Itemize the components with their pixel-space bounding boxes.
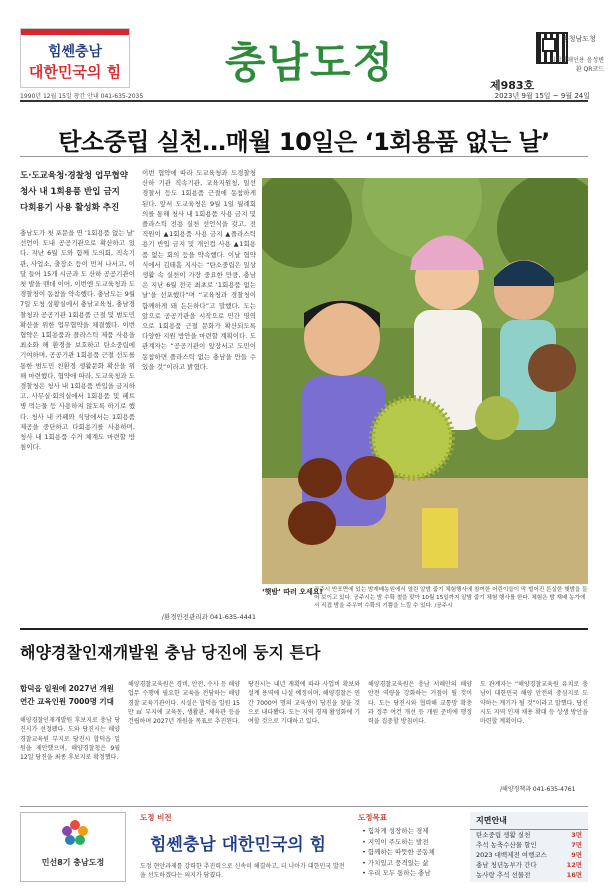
photo-caption-title: ‘햇밤’ 따러 오세요! [262, 588, 323, 596]
goal-item: • 지역이 주도하는 발전 [362, 837, 429, 846]
lead-subhead: 다회용기 사용 활성화 추진 [20, 203, 120, 213]
index-item[interactable]: 추석 농축수산물 할인 7면 [476, 841, 582, 849]
slogan-logo [20, 28, 130, 88]
goal-item: • 함께하는 따뜻한 공동체 [362, 848, 435, 856]
story2-subhead: 연간 교육인원 7000명 기대 [20, 697, 114, 706]
lead-body-col1: 충남도가 첫 포문을 연 ‘1회용품 없는 날’ 선언이 도내 공공기관으로 확산하고 있다. 지난 6월 도와 함께 도의회, 직속기관, 사업소, 출장소 등이 먼저 나서고, 이달 들어 15개 시군과 도 산하 공공기관이 첫 발을 뗀데 이어, 이번엔 도교육청과 도경찰청이 동참을 약속했다. 충남도는 9월 7일 도청 상황실에서 충남교육청, 충남경찰청과 공공기관 1회용품 근절 및 범도민 확산을 위한 업무협약을 체결했다. 이번 협약은 1회용품과 플라스틱 제품 사용을 최소화 해 환경을 보호하고 탄소중립에 기여하며, 공공기관 1회용품 근절 선도를 통한 범도민 친환경 생활문화 확산을 위해 마련했다. 협약에 따라, 도교육청과 도경찰청은 청사 내 1회용품 반입을 금지하고, 사무실·회의실에서 1회용품 및 페트병 먹는물 등 사용하지 않도록 하기로 했다. 청사 내 카페와 식당에서는 1회용품 제공을 중단하고 다회용기를 사용하며, 청사 내 1회용품 수거 체계도 마련할 방침이다. [20, 229, 135, 452]
lead-subheads [20, 168, 135, 216]
flower-logo-icon [61, 819, 89, 847]
founded-info: 1990년 12월 15일 창간 안내 041-635-2035 [20, 93, 144, 100]
vision-label: 도정 비전 [140, 813, 172, 822]
issue-date: 2023년 9월 15일 ~ 9월 24일 [494, 92, 590, 100]
story2-body-col1: 해양경찰인재개발원 후보지로 충남 당진시가 선정됐다. 도와 당진시는 해양경찰교육원 부지로 당진시 합덕읍 일원을 제안했으며, 해양경찰청은 9월 12일 당진을 최종 후보지로 확정했다. [20, 717, 120, 762]
lead-body-col2: 이번 협약에 따라 도교육청과 도경찰청 산하 기관 직속기관, 교육지원청, 일선 경찰서 등도 1회용품 근절에 동참하게 된다. 앞서 도교육청은 9월 1일 월례회의를 통해 청사 내 1회용품 사용 금지 및 플라스틱 전용 실천 선언식을 갖고, 전 직원이 ▲1회용품 사용 금지 ▲플라스틱 용기 반입 금지 및 개인컵 사용 ▲1회용품 없는 회의 등을 약속했다. 이날 협약식에서 김태흠 지사는 “탄소중립은 일상생활 속 실천이 가장 중요한 만큼, 충남은 지난 6월 전국 최초로 ‘1회용품 없는 날’을 선포했다”며 “교육청과 경찰청이 함께하게 돼 든든하다”고 말했다. 도는 앞으로 공공기관을 시작으로 민간 영역으로 1회용품 근절 문화가 확산되도록 다양한 지원 방안을 마련할 계획이다. 도 관계자는 “공공기관이 앞장서고 도민이 동참하면 플라스틱 없는 충남을 만들 수 있을 것”이라고 밝혔다. [142, 169, 256, 371]
nameplate: 충남도정 [224, 38, 396, 87]
lead-headline: 탄소중립 실천…매월 10일은 ‘1회용품 없는 날’ [58, 128, 550, 156]
story2-body-col4: 해양경찰교육원은 충남 서해안의 해양 안전 역량을 강화하는 거점이 될 것이다. 도는 당진시와 협력해 교통망 확충과 정주 여건 개선 등 개원 준비에 행정력을 집중할 방침이다. [368, 681, 472, 726]
lead-byline: /환경안전관리과 041-635-4441 [161, 613, 256, 621]
story2-headline: 해양경찰인재개발원 충남 당진에 둥지 튼다 [20, 643, 321, 662]
goal-item: • 힘차게 성장하는 경제 [362, 827, 429, 835]
vision-description: 도정 현안과제를 강력한 추진력으로 신속히 해결하고, 더 나아가 대한민국 발전을 선도하겠다는 의지가 담겼다. [140, 863, 345, 879]
provincial-logo [20, 812, 126, 882]
story2-body-col3: 당진시는 내년 계획에 따라 사업비 확보와 설계 용역에 나설 예정이며, 해양경찰은 연간 7000여 명의 교육생이 당진을 찾을 것으로 내다봤다. 도는 지역 경제 활성화에 기여할 것으로 기대하고 있다. [248, 681, 360, 726]
side-note: 시각장애인용 음성변환 QR코드 [549, 57, 604, 73]
vision-slogan: 힘쎈충남 대한민국의 힘 [150, 835, 327, 855]
masthead-rule [20, 100, 588, 102]
logo-text: 민선8기 충남도정 [41, 858, 105, 867]
index-title: 지면안내 [470, 812, 588, 830]
section-rule [20, 628, 588, 630]
goals-label: 도정목표 [358, 813, 387, 822]
lead-subhead: 도·도교육청·경찰청 업무협약 [20, 171, 128, 181]
page-index [470, 812, 588, 882]
goal-item: • 우리 모두 통하는 충남 [362, 869, 431, 877]
lead-subhead: 청사 내 1회용품 반입 금지 [20, 187, 120, 197]
logo-line1: 힘쎈충남 [47, 44, 103, 60]
issue-number: 제983호 [490, 79, 535, 92]
headline-rule [20, 156, 588, 157]
story2-body-col5: 도 관계자는 “해양경찰교육원 유치로 충남이 대한민국 해양 안전의 중심지로 도약하는 계기가 될 것”이라고 말했다. 당진시도 지역 인재 채용 확대 등 상생 방안을 마련할 계획이다. [480, 681, 588, 726]
chestnut-photo [262, 178, 588, 584]
logo-line2: 대한민국의 힘 [28, 63, 122, 81]
children-chestnut-image [262, 178, 588, 584]
index-item[interactable]: 충남 청년농부가 간다 12면 [476, 861, 582, 869]
goals-list [362, 826, 462, 879]
qr-caption: 충청남도청 [562, 35, 596, 43]
goal-item: • 가치있고 풍격있는 삶 [362, 858, 429, 867]
index-item[interactable]: 탄소중립 생활 실천 3면 [476, 831, 582, 839]
story2-byline: /해양정책과 041-635-4761 [500, 786, 576, 793]
photo-caption: 공주시 반포면에 있는 밤재배농원에서 열린 알밤 줍기 체험행사에 참여한 어린이들이 막 벌어진 튼실한 햇밤을 들어 보이고 있다. 공주시는 밤 수확 철을 맞아 10월 15일까지 알밤 줍기 체험 행사를 한다. 체험은 밤 재배 농가에서 직접 밤을 주우며 수확의 기쁨을 느낄 수 있다. /공주시 [314, 587, 588, 609]
index-item[interactable]: 농사랑 추석 선물전 16면 [476, 871, 582, 879]
index-item[interactable]: 2023 대백제전 여행코스 9면 [476, 851, 582, 859]
story2-subheads [20, 682, 120, 708]
story2-body-col2: 해양경찰교육원은 경비, 안전, 수사 등 해양 업무 수행에 필요한 교육을 전담하는 해양경찰 교육기관이다. 시설은 합덕읍 일원 15만 ㎡ 부지에 교육동, 생활관, 체육관 등을 건립하며 2027년 개원을 목표로 추진된다. [128, 681, 240, 726]
footer-rule [20, 806, 588, 807]
story2-subhead: 합덕읍 일원에 2027년 개원 [20, 684, 114, 693]
logo-accent-bar [21, 29, 129, 35]
